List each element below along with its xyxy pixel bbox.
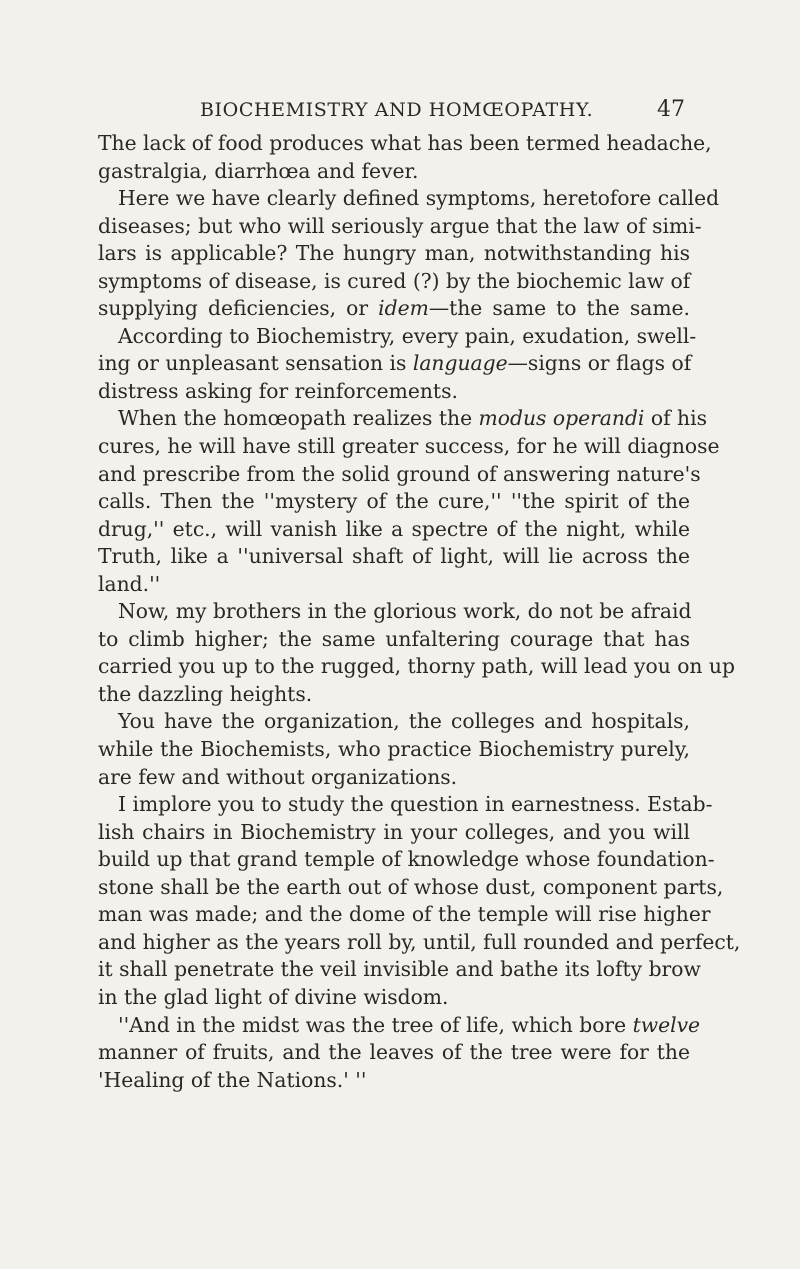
italic-text: idem xyxy=(378,296,429,321)
text-line: carried you up to the rugged, thorny path, will lead you on up xyxy=(98,654,735,679)
text-line: distress asking for reinforcements. xyxy=(98,378,458,403)
text-line: The lack of food produces what has been termed headache, xyxy=(98,131,712,155)
text-line: cures, he will have still greater success, for he will diagnose xyxy=(98,434,720,459)
text-line: Now, my brothers in the glorious work, do not be afraid xyxy=(118,599,692,624)
text-line: lars is applicable? The hungry man, notwithstanding his xyxy=(98,241,690,266)
text-line: it shall penetrate the veil invisible and bathe its lofty brow xyxy=(98,957,701,982)
text-line: and prescribe from the solid ground of answering nature's xyxy=(98,461,701,486)
text-line: man was made; and the dome of the temple will rise higher xyxy=(98,902,711,927)
page-header xyxy=(200,96,685,124)
text-line: I implore you to study the question in earnestness. Estab- xyxy=(118,792,713,817)
text-line: ''And in the midst was the tree of life, which bore twelve xyxy=(118,1012,701,1037)
text-line: stone shall be the earth out of whose dust, component parts, xyxy=(98,874,724,899)
text-line: supplying deficiencies, or idem—the same to the same. xyxy=(98,296,691,321)
text-line: When the homœopath realizes the modus operandi of his xyxy=(118,406,707,431)
text-line: symptoms of disease, is cured (?) by the biochemic law of xyxy=(98,268,691,293)
text-line: diseases; but who will seriously argue that the law of simi- xyxy=(98,213,702,238)
text-line: build up that grand temple of knowledge whose foundation- xyxy=(98,847,715,872)
italic-text: twelve xyxy=(632,1012,701,1037)
running-head: BIOCHEMISTRY AND HOMŒOPATHY. xyxy=(200,99,594,121)
text-line: You have the organization, the colleges and hospitals, xyxy=(118,709,690,734)
text-line: the dazzling heights. xyxy=(98,681,313,706)
text-line: manner of fruits, and the leaves of the tree were for the xyxy=(98,1040,690,1065)
text-line: are few and without organizations. xyxy=(98,764,458,789)
text-line: gastralgia, diarrhœa and fever. xyxy=(98,158,419,183)
text-line: calls. Then the ''mystery of the cure,'' ''the spirit of the xyxy=(98,489,690,514)
text-line: while the Biochemists, who practice Biochemistry purely, xyxy=(98,737,690,762)
text-line: Here we have clearly defined symptoms, heretofore called xyxy=(118,186,720,211)
text-line: and higher as the years roll by, until, full rounded and perfect, xyxy=(98,929,741,954)
text-line: in the glad light of divine wisdom. xyxy=(98,984,449,1009)
text-line: 'Healing of the Nations.' '' xyxy=(98,1067,367,1092)
text-line: Truth, like a ''universal shaft of light, will lie across the xyxy=(98,544,690,569)
text-line: ing or unpleasant sensation is language—signs or flags of xyxy=(98,351,692,376)
text-line: land.'' xyxy=(98,571,161,596)
italic-text: language xyxy=(412,351,508,376)
italic-text: modus operandi xyxy=(478,406,645,431)
page-number: 47 xyxy=(657,97,685,122)
text-line: lish chairs in Biochemistry in your colleges, and you will xyxy=(98,819,690,844)
body-text xyxy=(98,130,741,1094)
text-line: According to Biochemistry, every pain, exudation, swell- xyxy=(118,323,697,348)
text-line: to climb higher; the same unfaltering courage that has xyxy=(98,626,690,651)
text-line: drug,'' etc., will vanish like a spectre of the night, while xyxy=(98,516,690,541)
